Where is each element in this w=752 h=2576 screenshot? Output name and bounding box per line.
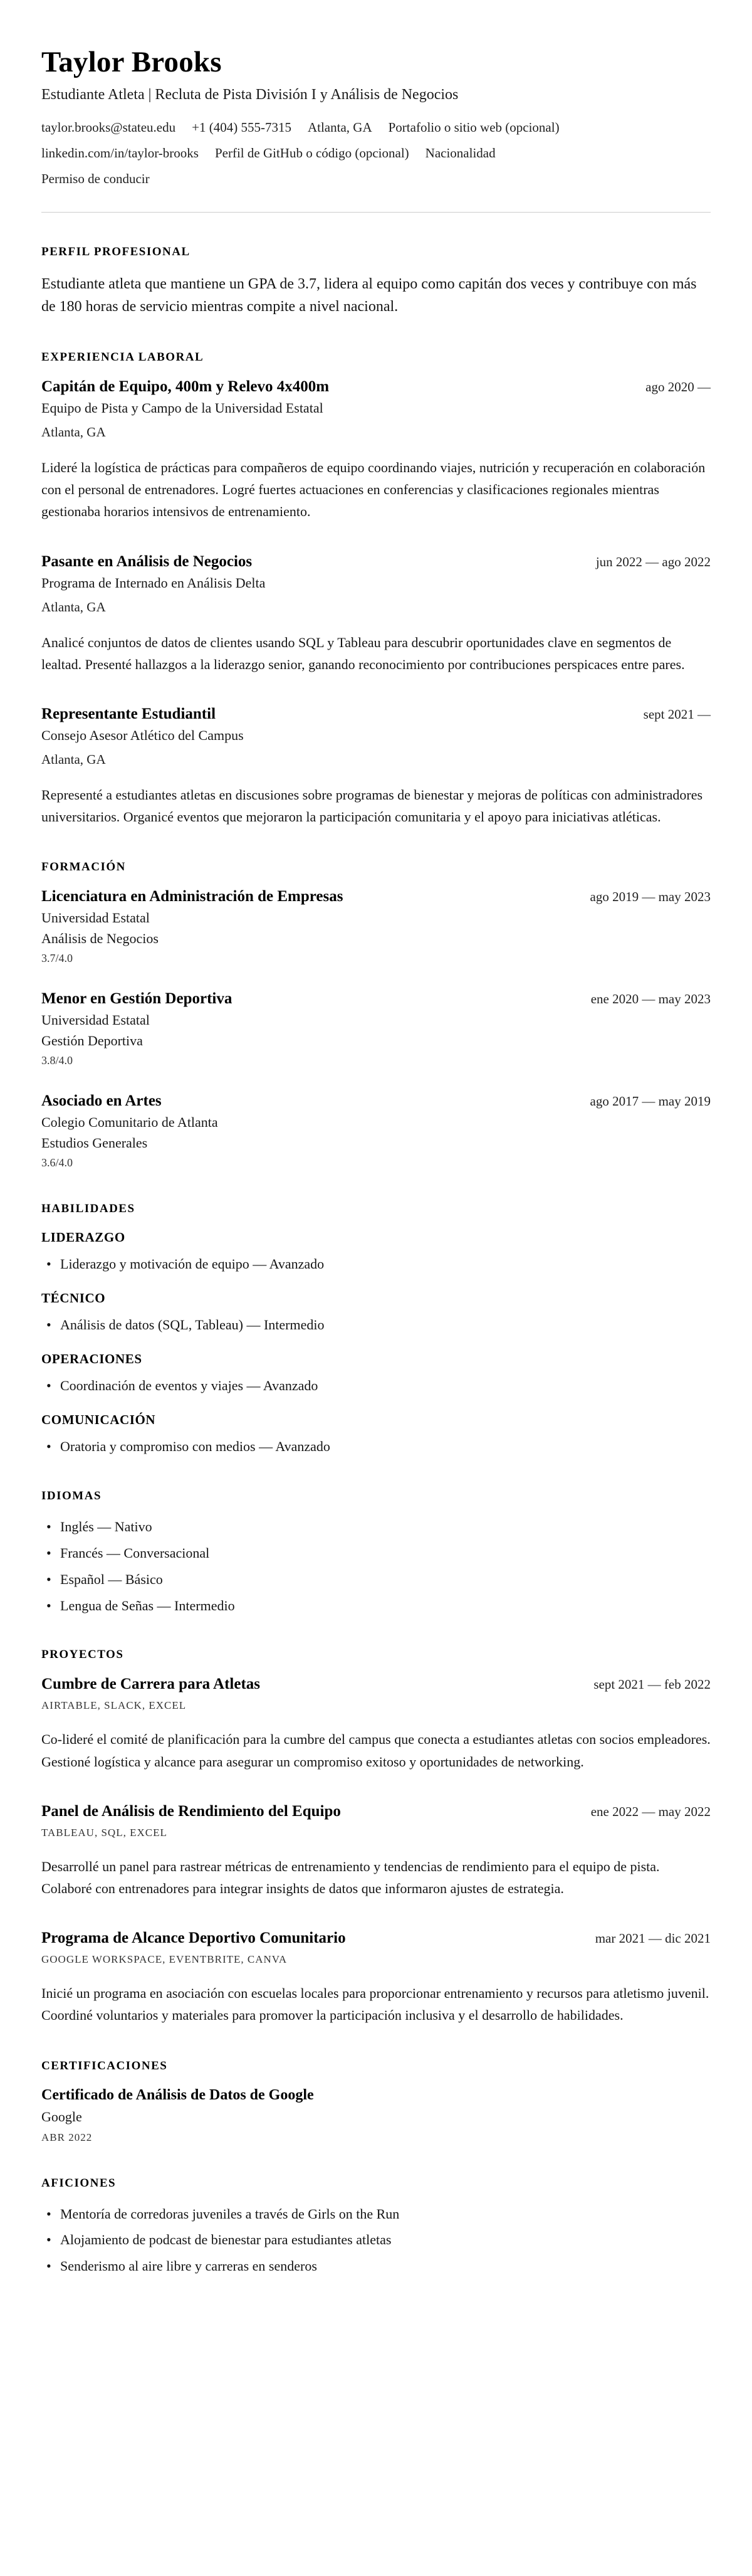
project-tools: AIRTABLE, SLACK, EXCEL [41,1699,187,1712]
hobby-list [41,2204,711,2277]
project-dates: sept 2021 — feb 2022 [593,1677,711,1692]
project-title: Panel de Análisis de Rendimiento del Equipo [41,1802,341,1820]
hobby-item: • Senderismo al aire libre y carreras en senderos [41,2256,711,2276]
skill-list [41,1254,711,1274]
project-description: Desarrollé un panel para rastrear métricas de entrenamiento y tendencias de rendimiento para el equipo de pista. Colaboré con entrenadores para integrar insights de datos que informaron ajustes de estrategia. [41,1858,660,1896]
experience-entry [41,705,711,828]
entry-header [41,990,711,1008]
degree-title: Menor en Gestión Deportiva [41,990,232,1008]
skill-list [41,1376,711,1396]
entry-header [41,1676,711,1693]
section-hobbies [41,2177,711,2277]
entry-header [41,553,711,571]
job-dates: ago 2020 — [645,379,711,394]
contact-nationality: Nacionalidad [425,145,496,161]
education-entry [41,1092,711,1169]
person-title: Estudiante Atleta | Recluta de Pista División I y Análisis de Negocios [41,87,459,103]
section-skills [41,1202,711,1457]
contact-row-1 [41,120,711,135]
entry-header [41,378,711,396]
job-location: Atlanta, GA [41,751,106,767]
person-name: Taylor Brooks [41,46,222,78]
skill-category: OPERACIONES [41,1351,142,1367]
header-divider [41,212,711,213]
skill-list [41,1315,711,1335]
job-description: Representé a estudiantes atletas en discusiones sobre programas de bienestar y mejoras de políticas con administradores universitarios. Organicé eventos que mejoraron la participación comunitaria y el apoyo para iniciativas atléticas. [41,786,703,825]
hobby-item: • Alojamiento de podcast de bienestar para estudiantes atletas [41,2230,711,2250]
education-entry [41,888,711,965]
project-entry [41,1929,711,2026]
skill-group [41,1351,711,1396]
resume-header [41,45,711,187]
contact-row-3 [41,171,711,187]
contact-linkedin: linkedin.com/in/taylor-brooks [41,145,199,161]
skill-group [41,1230,711,1274]
hobby-item: • Mentoría de corredoras juveniles a través de Girls on the Run [41,2204,711,2224]
experience-entry [41,553,711,675]
project-entry [41,1803,711,1899]
section-certifications [41,2059,711,2144]
degree-title: Licenciatura en Administración de Empresas [41,888,343,905]
school-name: Colegio Comunitario de Atlanta [41,1114,218,1131]
experience-entry [41,378,711,523]
job-company: Consejo Asesor Atlético del Campus [41,727,244,743]
contact-email: taylor.brooks@stateu.edu [41,120,176,135]
language-item: • Francés — Conversacional [41,1543,711,1563]
job-description: Lideré la logística de prácticas para compañeros de equipo coordinando viajes, nutrición y recuperación en colaboración con el personal de entrenadores. Logré fuertes actuaciones en conferencias y clasificaciones regionales mientras gestionaba horarios intensivos de entrenamiento. [41,460,706,520]
project-title: Programa de Alcance Deportivo Comunitario [41,1929,346,1947]
profile-heading: PERFIL PROFESIONAL [41,245,191,258]
skills-heading: HABILIDADES [41,1202,135,1216]
project-description: Inicié un programa en asociación con escuelas locales para proporcionar entrenamiento y recursos para atletismo juvenil. Coordiné voluntarios y materiales para promover la participación inclusiva y el desarrollo de habilidades. [41,1985,709,2024]
section-languages [41,1489,711,1616]
job-location: Atlanta, GA [41,599,106,615]
projects-heading: PROYECTOS [41,1648,124,1662]
section-education [41,860,711,1169]
gpa-value: 3.7/4.0 [41,952,73,965]
school-name: Universidad Estatal [41,1012,150,1028]
skill-list [41,1437,711,1457]
field-of-study: Estudios Generales [41,1135,148,1151]
skill-item: • Liderazgo y motivación de equipo — Avanzado [41,1254,711,1274]
entry-header [41,1803,711,1820]
certification-issuer: Google [41,2108,82,2125]
experience-heading: EXPERIENCIA LABORAL [41,351,204,364]
field-of-study: Gestión Deportiva [41,1033,143,1049]
contact-github: Perfil de GitHub o código (opcional) [214,145,409,161]
degree-dates: ene 2020 — may 2023 [590,991,711,1007]
degree-dates: ago 2019 — may 2023 [590,889,711,905]
project-dates: ene 2022 — may 2022 [590,1803,711,1819]
job-title: Capitán de Equipo, 400m y Relevo 4x400m [41,378,330,395]
certification-entry [41,2087,711,2144]
entry-header [41,1929,711,1947]
project-title: Cumbre de Carrera para Atletas [41,1676,261,1693]
skill-group [41,1412,711,1457]
job-dates: sept 2021 — [643,706,711,722]
gpa-value: 3.6/4.0 [41,1156,73,1169]
skill-category: TÉCNICO [41,1291,106,1306]
hobbies-heading: AFICIONES [41,2176,117,2190]
skill-category: COMUNICACIÓN [41,1412,156,1427]
school-name: Universidad Estatal [41,910,150,926]
skill-item: • Coordinación de eventos y viajes — Avanzado [41,1376,711,1396]
contact-location: Atlanta, GA [307,120,372,135]
job-company: Programa de Internado en Análisis Delta [41,574,266,591]
project-tools: TABLEAU, SQL, EXCEL [41,1826,167,1839]
section-profile [41,245,711,318]
project-entry [41,1676,711,1772]
job-description: Analicé conjuntos de datos de clientes usando SQL y Tableau para descubrir oportunidades clave en segmentos de lealtad. Presenté hallazgos a la liderazgo senior, ganando reconocimiento por contribuciones perspicaces entre pares. [41,634,685,672]
job-dates: jun 2022 — ago 2022 [595,554,711,569]
education-heading: FORMACIÓN [41,860,126,874]
entry-header [41,705,711,723]
language-list [41,1517,711,1616]
language-item: • Español — Básico [41,1570,711,1590]
project-description: Co-lideré el comité de planificación para la cumbre del campus que conecta a estudiantes atletas con socios empleadores. Gestioné logística y alcance para asegurar un compromiso exitoso y oportunidades de networking. [41,1731,711,1770]
language-item: • Inglés — Nativo [41,1517,711,1537]
degree-title: Asociado en Artes [41,1092,162,1110]
degree-dates: ago 2017 — may 2019 [590,1094,711,1109]
gpa-value: 3.8/4.0 [41,1054,73,1067]
job-company: Equipo de Pista y Campo de la Universidad Estatal [41,400,323,416]
contact-portfolio: Portafolio o sitio web (opcional) [388,120,560,135]
profile-text: Estudiante atleta que mantiene un GPA de 3.7, lidera al equipo como capitán dos veces y contribuye con más de 180 horas de servicio mientras compite a nivel nacional. [41,276,697,315]
certifications-heading: CERTIFICACIONES [41,2059,168,2072]
project-tools: GOOGLE WORKSPACE, EVENTBRITE, CANVA [41,1953,288,1966]
certification-date: ABR 2022 [41,2131,93,2143]
contact-phone: +1 (404) 555-7315 [192,120,291,135]
contact-row-2 [41,145,711,161]
skill-item: • Análisis de datos (SQL, Tableau) — Intermedio [41,1315,711,1335]
certification-name: Certificado de Análisis de Datos de Google [41,2086,314,2103]
language-item: • Lengua de Señas — Intermedio [41,1596,711,1616]
section-experience [41,351,711,828]
entry-header [41,888,711,905]
section-projects [41,1648,711,2026]
job-title: Representante Estudiantil [41,705,216,722]
field-of-study: Análisis de Negocios [41,931,159,947]
skill-category: LIDERAZGO [41,1230,125,1245]
contact-driving-permit: Permiso de conducir [41,171,150,186]
project-dates: mar 2021 — dic 2021 [595,1931,711,1946]
education-entry [41,990,711,1067]
job-location: Atlanta, GA [41,425,106,440]
job-title: Pasante en Análisis de Negocios [41,552,253,570]
skill-group [41,1291,711,1335]
skill-item: • Oratoria y compromiso con medios — Avanzado [41,1437,711,1457]
entry-header [41,1092,711,1110]
languages-heading: IDIOMAS [41,1489,102,1502]
